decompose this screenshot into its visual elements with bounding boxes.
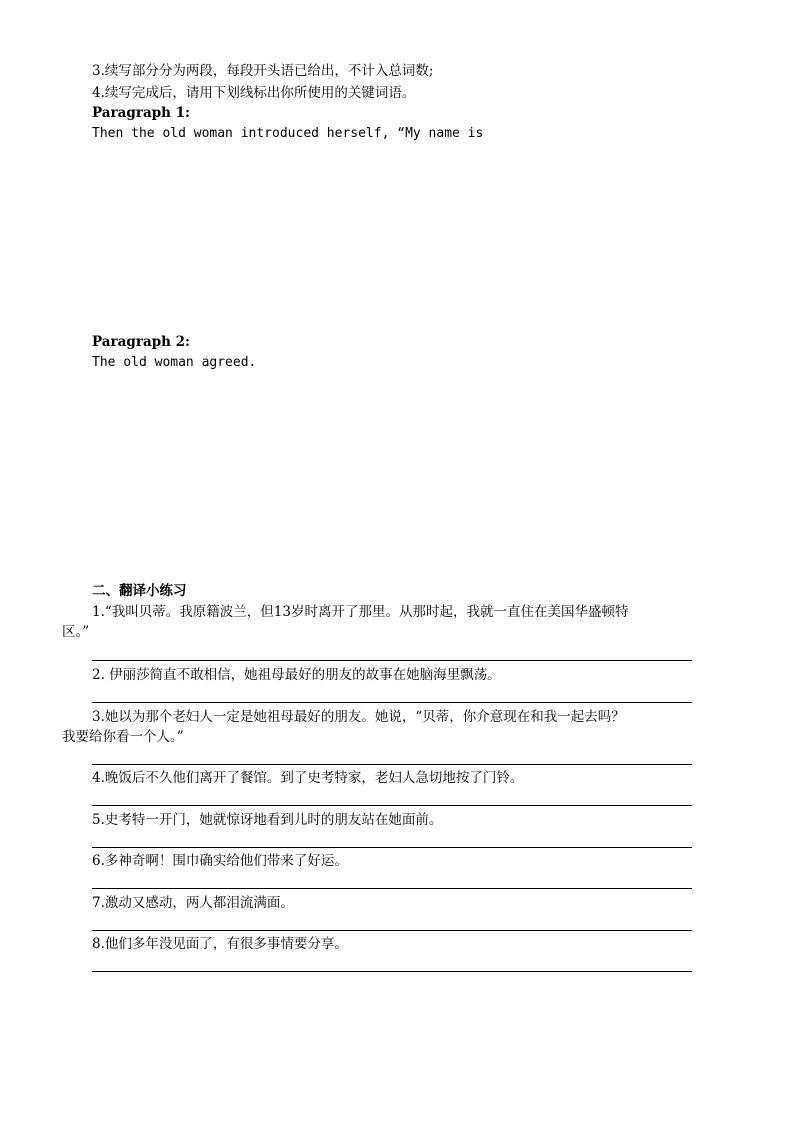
answer-line-1[interactable] bbox=[92, 660, 692, 661]
paragraph-1-opening: Then the old woman introduced herself, “My name is bbox=[92, 126, 484, 141]
translation-heading: 二、翻译小练习 bbox=[92, 583, 187, 599]
paragraph-2-label: Paragraph 2: bbox=[92, 334, 191, 350]
translation-q4: 4.晚饭后不久他们离开了餐馆。到了史考特家，老妇人急切地按了门铃。 bbox=[92, 770, 524, 786]
translation-q5: 5.史考特一开门，她就惊讶地看到儿时的朋友站在她面前。 bbox=[92, 812, 443, 828]
instruction-item-4: 4.续写完成后，请用下划线标出你所使用的关键词语。 bbox=[92, 85, 416, 101]
translation-q1-line2: 区。” bbox=[62, 624, 90, 640]
translation-q3-line1: 3.她以为那个老妇人一定是她祖母最好的朋友。她说，“贝蒂，你介意现在和我一起去吗？ bbox=[92, 709, 625, 725]
paragraph-2-opening: The old woman agreed. bbox=[92, 355, 257, 370]
answer-line-5[interactable] bbox=[92, 847, 692, 848]
translation-q6: 6.多神奇啊！围巾确实给他们带来了好运。 bbox=[92, 853, 348, 869]
answer-line-7[interactable] bbox=[92, 930, 692, 931]
answer-line-4[interactable] bbox=[92, 805, 692, 806]
answer-line-3[interactable] bbox=[92, 764, 692, 765]
answer-line-8[interactable] bbox=[92, 971, 692, 972]
answer-line-6[interactable] bbox=[92, 888, 692, 889]
paragraph-1-label: Paragraph 1: bbox=[92, 105, 191, 121]
translation-q8: 8.他们多年没见面了，有很多事情要分享。 bbox=[92, 936, 348, 952]
answer-line-2[interactable] bbox=[92, 702, 692, 703]
translation-q3-line2: 我要给你看一个人。” bbox=[62, 729, 184, 745]
translation-q1-line1: 1.“我叫贝蒂。我原籍波兰，但13岁时离开了那里。从那时起，我就一直住在美国华盛顿特 bbox=[92, 604, 629, 620]
translation-q7: 7.激动又感动，两人都泪流满面。 bbox=[92, 895, 294, 911]
instruction-item-3: 3.续写部分分为两段，每段开头语已给出，不计入总词数; bbox=[92, 63, 434, 79]
translation-q2: 2. 伊丽莎简直不敢相信，她祖母最好的朋友的故事在她脑海里飘荡。 bbox=[92, 667, 501, 683]
